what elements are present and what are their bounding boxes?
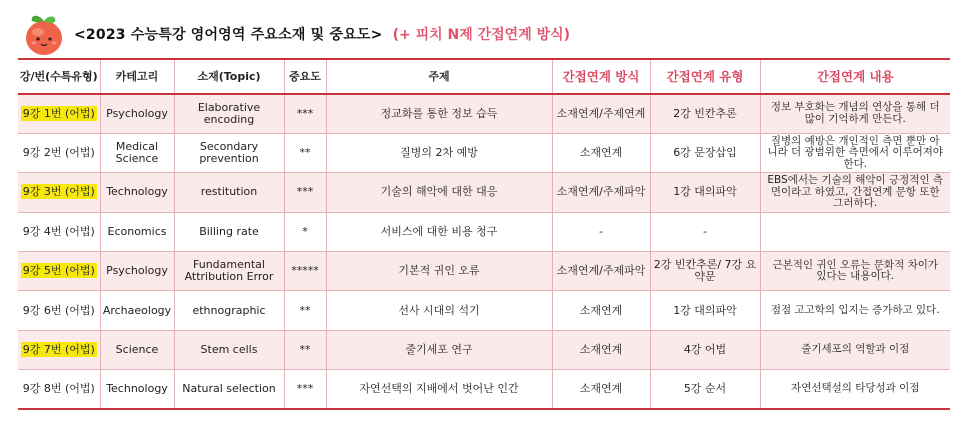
column-header-lecture: 강/번(수특유형): [18, 59, 100, 94]
lecture-highlight: 9강 7번 (어법): [22, 343, 95, 357]
cell-importance: **: [284, 291, 326, 330]
table-row: [18, 94, 950, 133]
column-header-content: 간접연계 내용: [760, 59, 950, 94]
cell-subject: 선사 시대의 석기: [326, 291, 552, 330]
cell-topic: Billing rate: [174, 212, 284, 251]
cell-category: Psychology: [100, 252, 174, 291]
cell-lecture: [18, 173, 100, 212]
cell-type: 1강 대의파악: [650, 291, 760, 330]
table-row: [18, 212, 950, 251]
cell-subject: 자연선택의 지배에서 벗어난 인간: [326, 370, 552, 409]
cell-type: 2강 빈칸추론: [650, 94, 760, 133]
cell-importance: *****: [284, 252, 326, 291]
table-row: [18, 252, 950, 291]
cell-content: [760, 212, 950, 251]
column-header-topic: 소재(Topic): [174, 59, 284, 94]
table-row: [18, 133, 950, 172]
cell-importance: **: [284, 330, 326, 369]
cell-category: Medical Science: [100, 133, 174, 172]
cell-content: 질병의 예방은 개인적인 측면 뿐만 아니라 더 광범위한 측면에서 이루어져야 한다.: [760, 133, 950, 172]
cell-topic: Fundamental Attribution Error: [174, 252, 284, 291]
cell-importance: **: [284, 133, 326, 172]
lecture-highlight: 9강 5번 (어법): [22, 264, 95, 278]
cell-subject: 정교화를 통한 정보 습득: [326, 94, 552, 133]
column-header-method: 간접연계 방식: [552, 59, 650, 94]
cell-method: 소재연계: [552, 330, 650, 369]
cell-method: 소재연계/주제파악: [552, 252, 650, 291]
cell-category: Economics: [100, 212, 174, 251]
cell-category: Technology: [100, 370, 174, 409]
cell-lecture: 9강 8번 (어법): [18, 370, 100, 409]
cell-content: EBS에서는 기술의 해악이 긍정적인 측면이라고 하였고, 간접연계 문항 또한 그러하다.: [760, 173, 950, 212]
lecture-highlight: 9강 1번 (어법): [22, 106, 95, 120]
column-header-category: 카테고리: [100, 59, 174, 94]
cell-type: -: [650, 212, 760, 251]
table-body: [18, 94, 950, 409]
cell-topic: Stem cells: [174, 330, 284, 369]
peach-mascot-icon: [22, 11, 66, 57]
cell-content: 정보 부호화는 개념의 연상을 통해 더 많이 기억하게 만든다.: [760, 94, 950, 133]
page-subtitle: (+ 피치 N제 간접연계 방식): [392, 27, 571, 43]
cell-subject: 줄기세포 연구: [326, 330, 552, 369]
cell-content: 줄기세포의 역할과 이점: [760, 330, 950, 369]
cell-method: 소재연계/주제연계: [552, 94, 650, 133]
cell-lecture: 9강 4번 (어법): [18, 212, 100, 251]
cell-topic: ethnographic: [174, 291, 284, 330]
cell-lecture: [18, 94, 100, 133]
cell-content: 자연선택설의 타당성과 이점: [791, 382, 920, 395]
table-header-row: [18, 59, 950, 94]
cell-category: Psychology: [100, 94, 174, 133]
table-row: [18, 330, 950, 369]
lecture-highlight: 9강 3번 (어법): [22, 185, 95, 199]
column-header-importance: 중요도: [284, 59, 326, 94]
cell-method: 소재연계: [552, 133, 650, 172]
cell-topic: restitution: [174, 173, 284, 212]
cell-subject: 서비스에 대한 비용 청구: [326, 212, 552, 251]
cell-method: 소재연계: [552, 370, 650, 409]
cell-type: 4강 어법: [650, 330, 760, 369]
page-title: <2023 수능특강 영어영역 주요소재 및 중요도>: [74, 27, 383, 43]
cell-lecture: 9강 6번 (어법): [18, 291, 100, 330]
table-row: [18, 291, 950, 330]
table-row: [18, 173, 950, 212]
cell-type: 1강 대의파악: [650, 173, 760, 212]
cell-type: 2강 빈칸추론/ 7강 요약문: [650, 252, 760, 291]
cell-subject: 기본적 귀인 오류: [326, 252, 552, 291]
cell-content: 점점 고고학의 입지는 증가하고 있다.: [760, 291, 950, 330]
cell-lecture: [18, 252, 100, 291]
cell-topic: Natural selection: [174, 370, 284, 409]
cell-topic: Elaborative encoding: [174, 94, 284, 133]
cell-type: 5강 순서: [650, 370, 760, 409]
cell-method: 소재연계/주제파악: [552, 173, 650, 212]
header: [22, 8, 570, 60]
cell-subject: 질병의 2차 예방: [326, 133, 552, 172]
cell-type: 6강 문장삽입: [650, 133, 760, 172]
cell-subject: 기술의 해악에 대한 대응: [326, 173, 552, 212]
cell-importance: ***: [284, 173, 326, 212]
cell-content: 근본적인 귀인 오류는 문화적 차이가 있다는 내용이다.: [760, 252, 950, 291]
cell-importance: ***: [284, 94, 326, 133]
cell-category: Science: [100, 330, 174, 369]
cell-importance: ***: [284, 370, 326, 409]
column-header-type: 간접연계 유형: [650, 59, 760, 94]
column-header-subject: 주제: [326, 59, 552, 94]
cell-topic: Secondary prevention: [174, 133, 284, 172]
cell-lecture: [18, 330, 100, 369]
cell-lecture: 9강 2번 (어법): [18, 133, 100, 172]
cell-importance: *: [284, 212, 326, 251]
cell-method: 소재연계: [552, 291, 650, 330]
cell-category: Technology: [100, 173, 174, 212]
data-table: [18, 58, 950, 410]
cell-method: -: [552, 212, 650, 251]
table-row: [18, 370, 950, 409]
cell-category: Archaeology: [100, 291, 174, 330]
